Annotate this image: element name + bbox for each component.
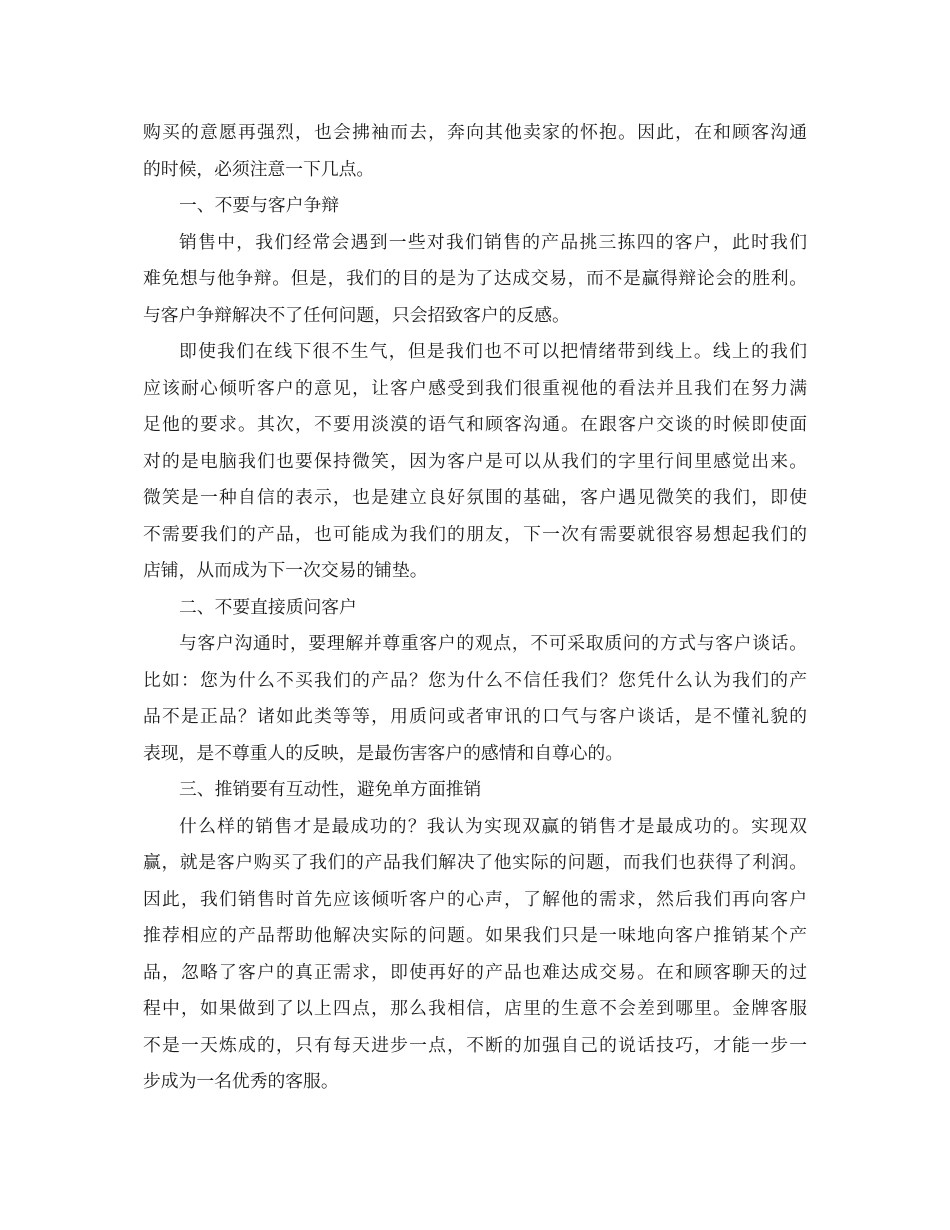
paragraph-line: 程中，如果做到了以上四点，那么我相信，店里的生意不会差到哪里。金牌客服 [143,998,807,1019]
paragraph-line: 与客户争辩解决不了任何问题，只会招致客户的反感。 [143,304,570,326]
paragraph-line: 比如：您为什么不买我们的产品？您为什么不信任我们？您凭什么认为我们的产 [143,669,807,691]
paragraph-line: 不需要我们的产品，也可能成为我们的朋友，下一次有需要就很容易想起我们的 [143,523,807,545]
paragraph-line: 与客户沟通时，要理解并尊重客户的观点，不可采取质问的方式与客户谈话。 [179,633,807,654]
paragraph-line: 应该耐心倾听客户的意见，让客户感受到我们很重视他的看法并且我们在努力满 [143,377,807,399]
paragraph-line: 的时候，必须注意一下几点。 [143,158,375,180]
paragraph-line: 对的是电脑我们也要保持微笑，因为客户是可以从我们的字里行间里感觉出来。 [143,450,807,472]
paragraph-line: 品不是正品？诸如此类等等，用质问或者审讯的口气与客户谈话，是不懂礼貌的 [143,706,807,727]
paragraph-line: 销售中，我们经常会遇到一些对我们销售的产品挑三拣四的客户，此时我们 [179,231,807,253]
paragraph-line: 品，忽略了客户的真正需求，即使再好的产品也难达成交易。在和顾客聊天的过 [143,961,807,983]
section-heading: 二、不要直接质问客户 [179,596,357,618]
paragraph-line: 什么样的销售才是最成功的？我认为实现双赢的销售才是最成功的。实现双 [179,815,807,837]
document-body [143,115,807,1101]
paragraph-line: 因此，我们销售时首先应该倾听客户的心声，了解他的需求，然后我们再向客户 [143,888,807,910]
paragraph-line: 即使我们在线下很不生气，但是我们也不可以把情绪带到线上。线上的我们 [179,341,807,362]
paragraph-line: 表现，是不尊重人的反映，是最伤害客户的感情和自尊心的。 [143,742,624,764]
paragraph-line: 赢，就是客户购买了我们的产品我们解决了他实际的问题，而我们也获得了利润。 [143,852,807,873]
section-heading: 一、不要与客户争辩 [179,195,340,216]
paragraph-line: 店铺，从而成为下一次交易的铺垫。 [143,560,428,581]
paragraph-line: 购买的意愿再强烈，也会拂袖而去，奔向其他卖家的怀抱。因此，在和顾客沟通 [143,122,807,143]
paragraph-line: 推荐相应的产品帮助他解决实际的问题。如果我们只是一味地向客户推销某个产 [143,925,807,946]
section-heading: 三、推销要有互动性，避免单方面推销 [179,779,482,800]
paragraph-line: 难免想与他争辩。但是，我们的目的是为了达成交易，而不是赢得辩论会的胜利。 [143,268,807,289]
paragraph-line: 足他的要求。其次，不要用淡漠的语气和顾客沟通。在跟客户交谈的时候即使面 [143,414,807,435]
paragraph-line: 不是一天炼成的，只有每天进步一点，不断的加强自己的说话技巧，才能一步一 [143,1034,807,1056]
paragraph-line: 步成为一名优秀的客服。 [143,1071,339,1092]
paragraph-line: 微笑是一种自信的表示，也是建立良好氛围的基础，客户遇见微笑的我们，即使 [143,487,807,508]
